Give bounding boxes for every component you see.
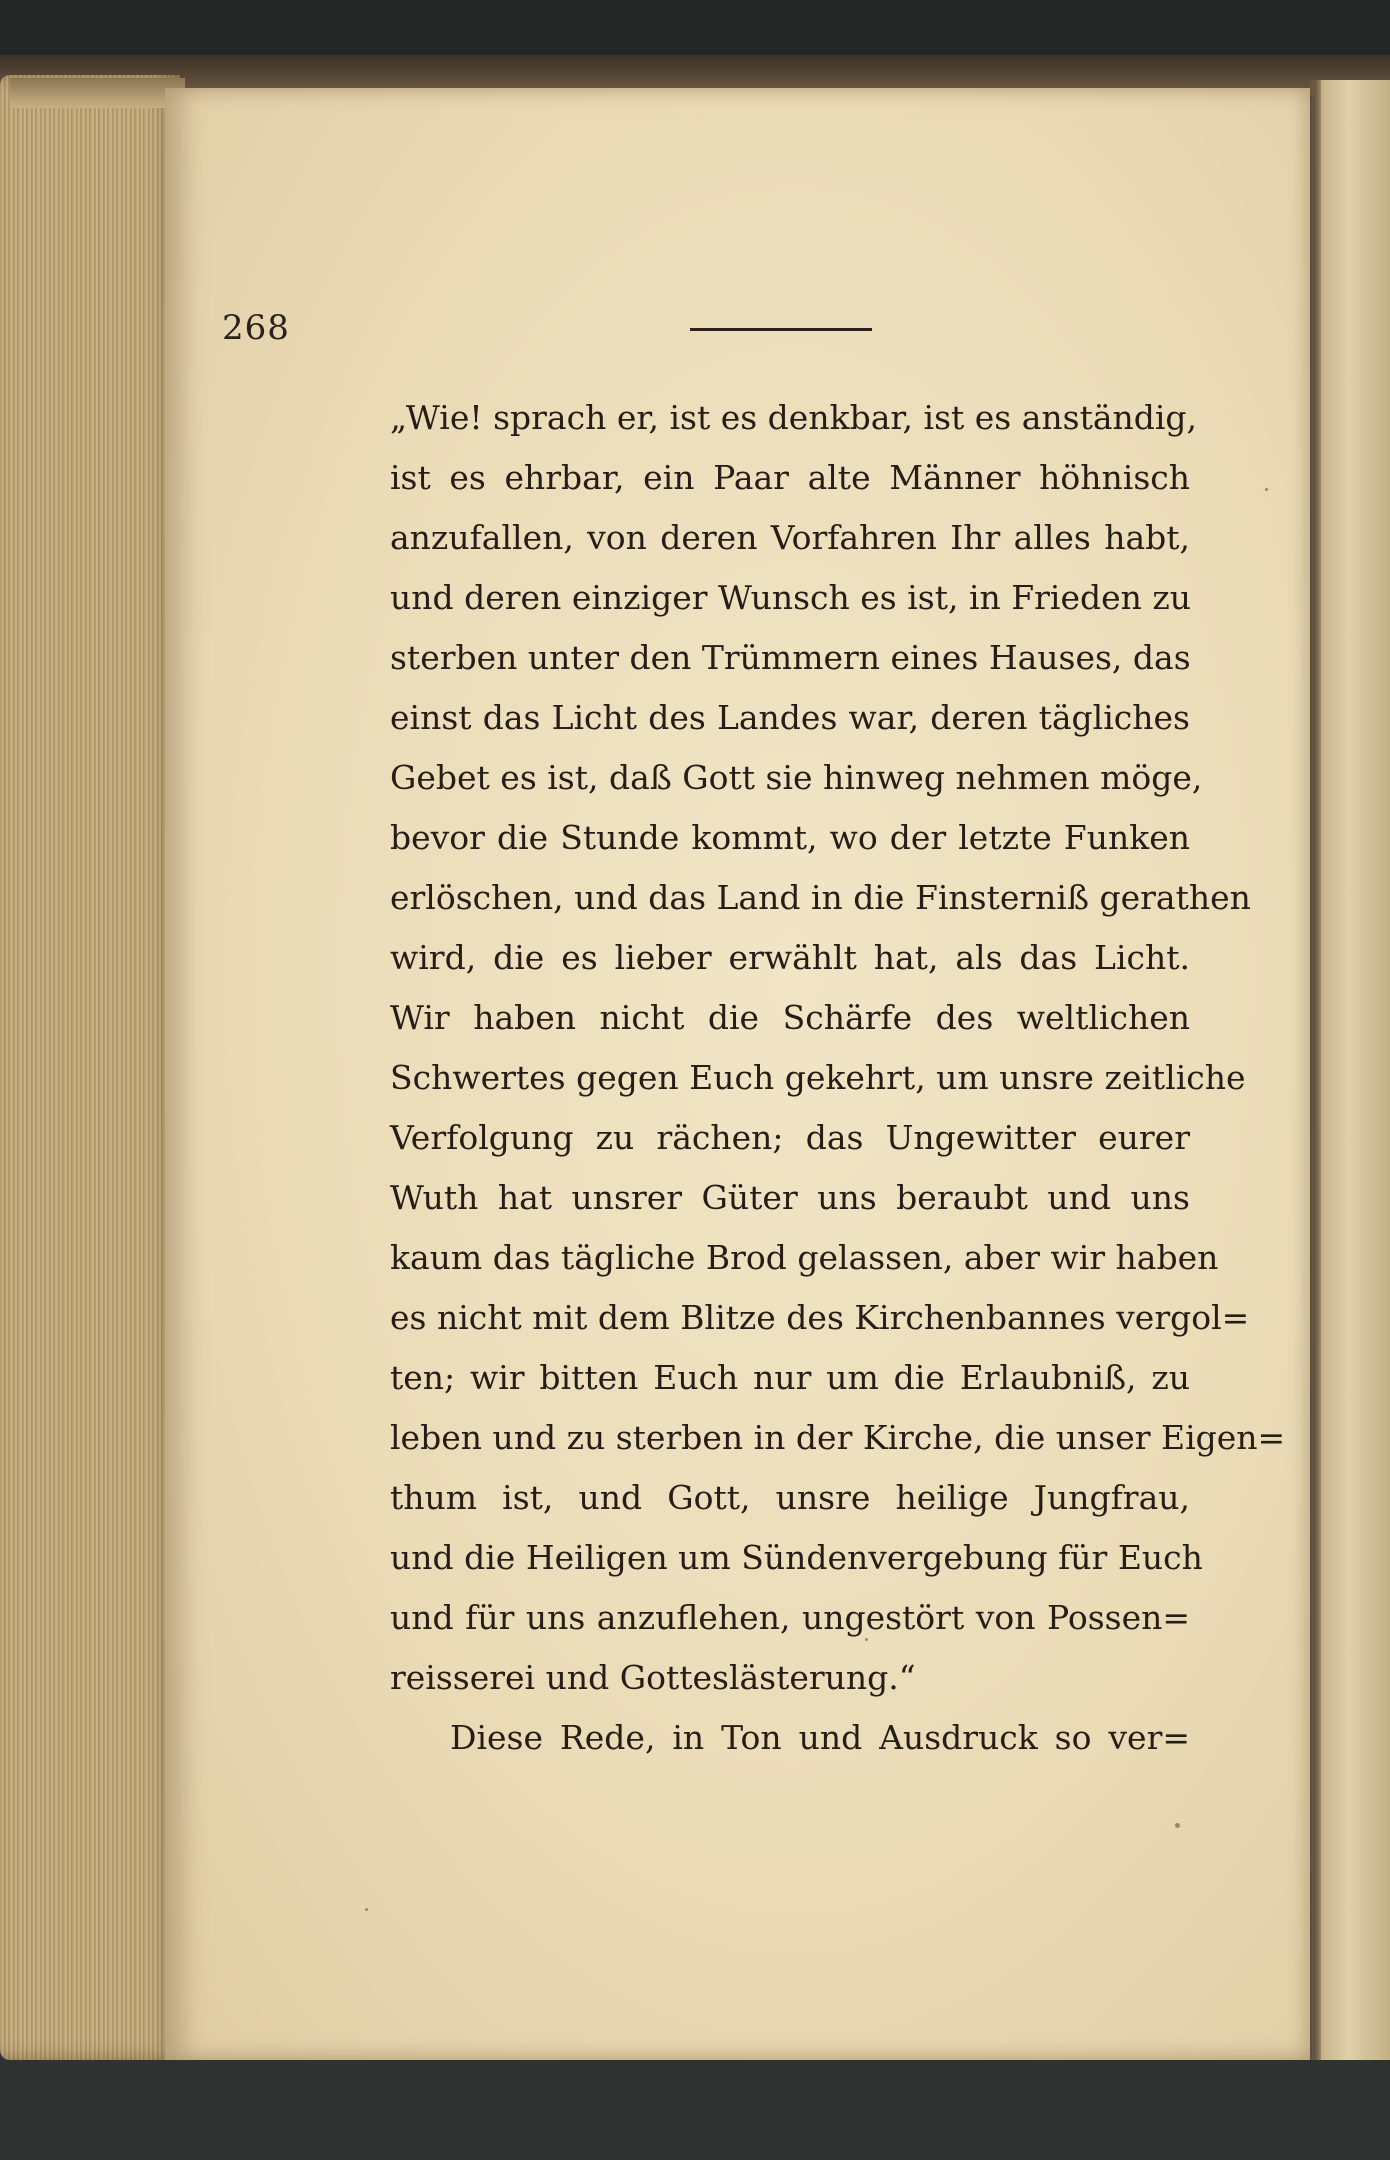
text-line: und die Heiligen um Sündenvergebung für Euch bbox=[390, 1538, 1203, 1577]
text-line: und deren einziger Wunsch es ist, in Frieden zu bbox=[390, 578, 1192, 617]
page-stack-top bbox=[10, 78, 185, 108]
text-line: Gebet es ist, daß Gott sie hinweg nehmen möge, bbox=[390, 758, 1203, 797]
text-line: Wir haben nicht die Schärfe des weltlichen bbox=[390, 998, 1190, 1037]
text-line: reisserei und Gotteslästerung.“ bbox=[390, 1658, 916, 1697]
text-line: kaum das tägliche Brod gelassen, aber wir haben bbox=[390, 1238, 1219, 1277]
text-line: Wuth hat unsrer Güter uns beraubt und uns bbox=[390, 1178, 1190, 1217]
text-line: wird, die es lieber erwählt hat, als das Licht. bbox=[390, 938, 1190, 977]
text-line: leben und zu sterben in der Kirche, die unser Eigen= bbox=[390, 1418, 1286, 1457]
text-line: erlöschen, und das Land in die Finsterniß gerathen bbox=[390, 878, 1251, 917]
text-line: Diese Rede, in Ton und Ausdruck so ver= bbox=[450, 1718, 1190, 1757]
page-header bbox=[222, 308, 1222, 348]
text-line: sterben unter den Trümmern eines Hauses, das bbox=[390, 638, 1191, 677]
text-line: „Wie! sprach er, ist es denkbar, ist es anständig, bbox=[390, 398, 1198, 437]
text-line: und für uns anzuflehen, ungestört von Possen= bbox=[390, 1598, 1190, 1637]
text-line: Schwertes gegen Euch gekehrt, um unsre zeitliche bbox=[390, 1058, 1246, 1097]
page-number: 268 bbox=[222, 308, 290, 348]
page-stack-edge bbox=[0, 75, 180, 2060]
text-line: thum ist, und Gott, unsre heilige Jungfrau, bbox=[390, 1478, 1190, 1517]
text-line: es nicht mit dem Blitze des Kirchenbannes vergol= bbox=[390, 1298, 1250, 1337]
text-line: ist es ehrbar, ein Paar alte Männer höhnisch bbox=[390, 458, 1190, 497]
text-line: bevor die Stunde kommt, wo der letzte Funken bbox=[390, 818, 1190, 857]
text-line: Verfolgung zu rächen; das Ungewitter eurer bbox=[390, 1118, 1190, 1157]
text-line: anzufallen, von deren Vorfahren Ihr alles habt, bbox=[390, 518, 1190, 557]
header-rule bbox=[690, 328, 872, 331]
facing-page bbox=[1315, 80, 1390, 2060]
text-line: einst das Licht des Landes war, deren tägliches bbox=[390, 698, 1190, 737]
text-line: ten; wir bitten Euch nur um die Erlaubniß, zu bbox=[390, 1358, 1190, 1397]
page-body-text bbox=[390, 388, 1286, 1768]
